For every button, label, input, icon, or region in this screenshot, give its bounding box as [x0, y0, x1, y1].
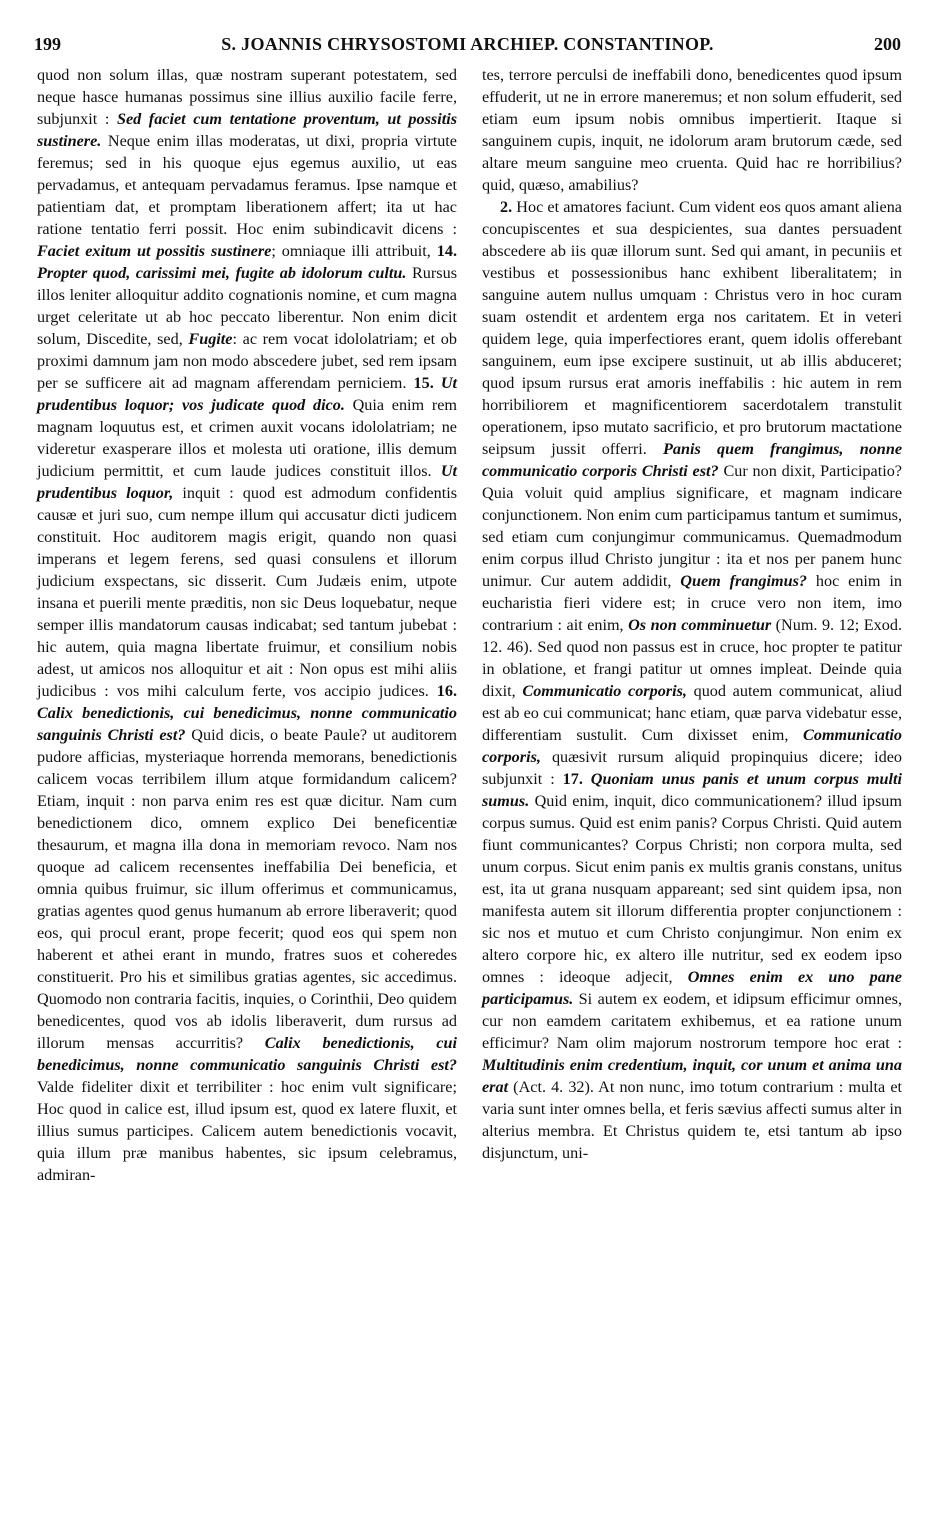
scripture-quote: Multitudinis enim credentium, inquit, cor unum et anima una erat — [482, 1056, 902, 1096]
scripture-quote: Quoniam unus panis et unum corpus multi sumus. — [482, 770, 902, 810]
scripture-quote: Ut prudentibus loquor, — [37, 462, 457, 502]
scripture-quote: Omnes enim ex uno pane participamus. — [482, 968, 902, 1008]
scripture-quote: Ut prudentibus loquor; vos judicate quod dico. — [37, 374, 458, 414]
verse-number: 14. — [436, 242, 457, 260]
scripture-reference: (Act. 4. 32). — [508, 1078, 594, 1096]
scripture-quote: Communicatio corporis, — [522, 682, 687, 700]
right-paragraph-2 — [482, 196, 902, 1164]
left-column — [37, 64, 457, 1186]
scripture-quote: Panis quem frangimus, nonne communicatio corporis Christi est? — [482, 440, 903, 480]
text-run: quod non solum illas, quæ nostram superant potestatem, sed neque hasce humanas possimus sine illius auxilio facile ferre, subjunxit : — [37, 66, 457, 128]
scripture-quote: Calix benedictionis, cui benedicimus, nonne communicatio sanguinis Christi est? — [37, 704, 457, 744]
scripture-quote: Calix benedictionis, cui benedicimus, nonne communicatio sanguinis Christi est? — [37, 1034, 457, 1074]
left-paragraph — [37, 64, 457, 1186]
verse-number: 15. — [413, 374, 434, 392]
text-run: Si autem ex eodem, et idipsum efficimur omnes, cur non eamdem caritatem exhibemus, et ea ratione unum efficimur? Nam olim majorum nostrorum tempore hoc erat : — [482, 990, 902, 1052]
text-run: At non nunc, imo totum contrarium : multa et varia sunt inter omnes bella, et feris sævius affecti sumus alter in alterius membra. Et Christus quidem te, etsi tantum ab ipso disjunctum, uni- — [482, 1078, 903, 1162]
verse-number: 16. — [436, 682, 457, 700]
text-run: Cur non dixit, Participatio? Quia voluit quid amplius significare, et magnam indicare conjunctionem. Non enim cum participamus tantum et sumimus, sed etiam cum conjungimur communicamus. Quemadmodum enim corpus illud Christo jungitur : ita et nos per panem hunc unimur. Cur autem addidit, — [482, 462, 902, 590]
text-run: quod autem communicat, aliud est ab eo cui communicat; hanc etiam, quæ parva videbatur esse, differentiam sustulit. Cum dixisset enim, — [482, 682, 902, 744]
text-run: : ac rem vocat idololatriam; et ob proximi damnum jam non modo abscedere jubet, sed rem ipsam per se sufficere ait ad magnam afferendam perniciem. — [37, 330, 457, 392]
text-run: inquit : quod est admodum confidentis causæ et juri suo, cum nempe illum qui accusatur dicti judicem constituit. Hoc auditorem magis erigit, quando non quasi imperans et legem ferens, sed quasi consulens et illorum judicium exspectans, sic disserit. Cum Judæis enim, utpote insana et puerili mente præditis, non sic Deus loquebatur, neque semper illis mandatorum causas indicabat; sed tantum jubebat : hic autem, quia magna libertate fruimur, et consilium nobis adest, ut amicos nos alloquitur et ait : Non opus est mihi aliis judicibus : vos mihi calculum ferte, vos accipio judices. — [37, 484, 457, 700]
scripture-quote: Communicatio corporis, — [482, 726, 902, 766]
text-run: Quid enim, inquit, dico communicationem? illud ipsum corpus sumus. Quid est enim panis? Corpus Christi. Quid autem fiunt communicantes? Corpus Christi; non corpora multa, sed unum corpus. Sicut enim panis ex multis granis constans, unitus est, ita ut grana nusquam appareant; sed sint quidem ipsa, non manifesta autem sit illorum differentia propter conjunctionem : sic nos et mutuo et cum Christo conjungimur. Non enim ex altero corpore hic, ex altero ille nutritur, sed ex eodem ipso omnes : ideoque adjecit, — [482, 792, 902, 986]
text-run: quæsivit rursum aliquid propinquius dicere; ideo subjunxit : — [482, 748, 902, 788]
section-number: 2. — [500, 198, 513, 216]
text-run: Valde fideliter dixit et terribiliter : hoc enim vult significare; Hoc quod in calice est, illud ipsum est, quod ex latere fluxit, et illius sumus participes. Calicem autem benedictionis vocavit, quia illum præ manibus habentes, sic ipsum celebramus, admiran- — [37, 1078, 457, 1184]
text-run: Sed quod non passus est in cruce, hoc propter te patitur in oblatione, et frangi patitur ut omnes impleat. Deinde quia dixit, — [482, 638, 903, 700]
scripture-reference: (Num. 9. 12; Exod. 12. 46). — [482, 616, 903, 656]
text-run: Quia enim rem magnam loquutus est, et crimen auxit vocans idololatriam; ne videretur exasperare illos et molesta uti oratione, illis demum judicium permittit, et cum laude judices constituit illos. — [37, 396, 457, 480]
verse-number: 17. — [562, 770, 583, 788]
scripture-quote: Sed faciet cum tentatione proventum, ut possitis sustinere. — [37, 110, 457, 150]
scripture-quote: Propter quod, carissimi mei, fugite ab idolorum cultu. — [37, 264, 407, 282]
page-number-right: 200 — [874, 34, 901, 54]
right-column — [482, 64, 902, 1164]
text-run: Neque enim illas moderatas, ut dixi, propria virtute feremus; sed in his quoque ejus egemus auxilio, ut eas pervadamus, et antequam pervadamus feramus. Ipse namque et patientiam dat, et promptam liberationem affert; ita ut hac ratione tentatio ferri possit. Hoc enim subindicavit dicens : — [37, 132, 457, 238]
scripture-quote: Faciet exitum ut possitis sustinere — [37, 242, 272, 260]
text-run: Rursus illos leniter alloquitur addito cognationis nomine, et cum magna urget celeritate ut ab hoc peccato liberentur. Non enim dicit solum, Discedite, sed, — [37, 264, 457, 348]
page-header — [30, 30, 905, 60]
running-title: S. JOANNIS CHRYSOSTOMI ARCHIEP. CONSTANTINOP. — [221, 34, 714, 54]
text-run: ; omniaque illi attribuit, — [271, 242, 437, 260]
text-run: hoc enim in eucharistia fieri videre est; in cruce vero non item, imo contrarium : ait enim, — [482, 572, 902, 634]
scripture-quote: Quem frangimus? — [680, 572, 807, 590]
text-run: Hoc et amatores faciunt. Cum vident eos quos amant aliena concupiscentes et sua despicientes, sua dantes persuadent abscedere ab iis quæ illorum sunt. Sed qui amant, in pecuniis et vestibus et possessionibus hanc exhibent liberalitatem; in sanguine autem nullus umquam : Christus vero in hoc curam suam ostendit et ardentem erga nos caritatem. Et in veteri quidem lege, quia imperfectiores erant, quem idolis offerebant sanguinem, eum ipse excipere sustinuit, ut ab illis abduceret; quod ipsum rursus erat amoris ineffabilis : hic autem in rem horribiliorem et magnificentiorem sacerdotalem transtulit operationem, ipso mutato sacrificio, et pro brutorum mactatione seipsum jussit offerri. — [482, 198, 902, 458]
scripture-quote: Fugite — [188, 330, 233, 348]
right-paragraph-1: tes, terrore perculsi de ineffabili dono, benedicentes quod ipsum effuderit, ut ne in errore maneremus; et non solum effuderit, sed etiam eum ipsum nobis omnibus impertierit. Itaque si sanguinem cupis, inquit, ne idolorum aram brutorum cæde, sed altare meum sanguine meo cruenta. Quid hac re horribilius? quid, quæso, amabilius? — [482, 66, 902, 194]
page-number-left: 199 — [34, 34, 61, 54]
scripture-quote: Os non comminuetur — [628, 616, 772, 634]
text-run: Quid dicis, o beate Paule? ut auditorem pudore afficias, mysteriaque horrenda memorans, benedictionis calicem vocas terribilem illum atque formidandum calicem? Etiam, inquit : non parva enim res est quæ dicitur. Nam cum benedictionem dico, omnem explico Dei beneficentiæ thesaurum, et magna illa dona in memoriam revoco. Nam nos quoque ad calicem recensentes ineffabilia Dei beneficia, et omnia quibus fruimur, sic illum offerimus et communicamus, gratias agentes quod genus humanum ab errore liberaverit; quod eos, qui procul erant, prope fecerit; quod eos qui spem non haberent et athei erant in mundo, fratres suos et coheredes constituerit. Pro his et similibus gratias agentes, sic accedimus. Quomodo non contraria facitis, inquies, o Corinthii, Deo quidem benedicentes, quod vos ab idolis liberaverit, dum rursus ad illorum mensas accurritis? — [37, 726, 457, 1052]
